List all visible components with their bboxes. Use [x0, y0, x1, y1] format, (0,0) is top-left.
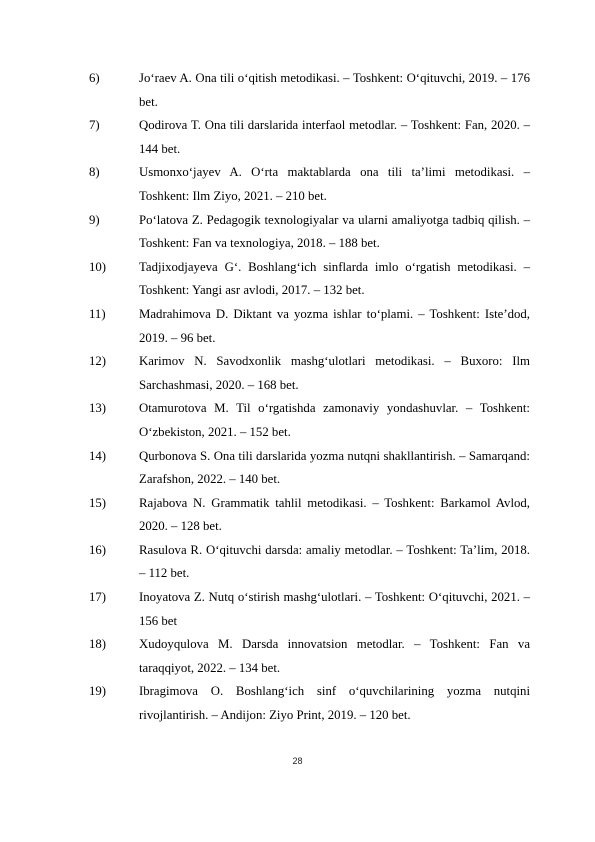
reference-number: 15): [89, 495, 107, 510]
reference-number: 16): [89, 542, 107, 557]
reference-number: 13): [89, 401, 107, 416]
reference-text: Qodirova T. Ona tili darslarida interfaol metodlar. – Toshkent: Fan, 2020. – 144 bet.: [139, 118, 530, 156]
reference-item: [89, 256, 530, 303]
reference-text: Xudoyqulova M. Darsda innovatsion metodlar. – Toshkent: Fan va taraqqiyot, 2022. – 134 bet.: [139, 637, 530, 675]
reference-number: 6): [89, 71, 100, 85]
reference-text: Qurbonova S. Ona tili darslarida yozma nutqni shakllantirish. – Samarqand: Zarafshon, 2022. – 140 bet.: [139, 448, 530, 487]
reference-text: Otamurotova M. Til o‘rgatishda zamonaviy yondashuvlar. – Toshkent: O‘zbekiston, 2021. – 152 bet.: [139, 401, 530, 439]
reference-text: Ibragimova O. Boshlang‘ich sinf o‘quvchilarining yozma nutqini rivojlantirish. – Andijon: Ziyo Print, 2019. – 120 bet.: [139, 684, 530, 723]
reference-number: 7): [89, 118, 100, 133]
page-number: 28: [292, 756, 303, 766]
reference-item: [89, 161, 530, 208]
reference-text: Jo‘raev A. Ona tili o‘qitish metodikasi. – Toshkent: O‘qituvchi, 2019. – 176 bet.: [139, 71, 530, 109]
reference-item: [89, 539, 530, 586]
reference-number: 14): [89, 448, 107, 463]
reference-text: Inoyatova Z. Nutq o‘stirish mashg‘ulotlari. – Toshkent: O‘qituvchi, 2021. – 156 bet: [139, 590, 530, 628]
reference-number: 8): [89, 165, 100, 180]
reference-number: 19): [89, 684, 107, 699]
reference-number: 17): [89, 590, 107, 605]
reference-text: Tadjixodjayeva G‘. Boshlang‘ich sinflarda imlo o‘rgatish metodikasi. – Toshkent: Yangi asr avlodi, 2017. – 132 bet.: [139, 259, 530, 298]
reference-item: [89, 350, 530, 397]
reference-number: 12): [89, 354, 107, 369]
reference-list: [89, 67, 530, 728]
reference-number: 9): [89, 212, 100, 227]
reference-item: [89, 680, 530, 727]
reference-text: Karimov N. Savodxonlik mashg‘ulotlari metodikasi. – Buxoro: Ilm Sarchashmasi, 2020. – 168 bet.: [139, 354, 530, 392]
reference-item: [89, 586, 530, 633]
reference-number: 18): [89, 637, 107, 652]
reference-item: [89, 633, 530, 680]
reference-item: [89, 114, 530, 161]
reference-text: Rajabova N. Grammatik tahlil metodikasi. – Toshkent: Barkamol Avlod, 2020. – 128 bet.: [139, 495, 530, 534]
reference-text: Po‘latova Z. Pedagogik texnologiyalar va ularni amaliyotga tadbiq qilish. – Toshkent: Fan va texnologiya, 2018. – 188 bet.: [139, 212, 530, 251]
reference-item: [89, 303, 530, 350]
reference-item: [89, 67, 530, 114]
reference-text: Rasulova R. O‘qituvchi darsda: amaliy metodlar. – Toshkent: Ta’lim, 2018. – 112 bet.: [139, 542, 530, 581]
reference-text: Madrahimova D. Diktant va yozma ishlar to‘plami. – Toshkent: Iste’dod, 2019. – 96 bet.: [139, 306, 530, 345]
reference-item: [89, 209, 530, 256]
reference-text: Usmonxo‘jayev A. O‘rta maktablarda ona tili ta’limi metodikasi. – Toshkent: Ilm Ziyo, 2021. – 210 bet.: [139, 165, 530, 203]
reference-item: [89, 445, 530, 492]
reference-item: [89, 492, 530, 539]
reference-number: 11): [89, 306, 106, 321]
reference-item: [89, 397, 530, 444]
reference-number: 10): [89, 259, 107, 274]
